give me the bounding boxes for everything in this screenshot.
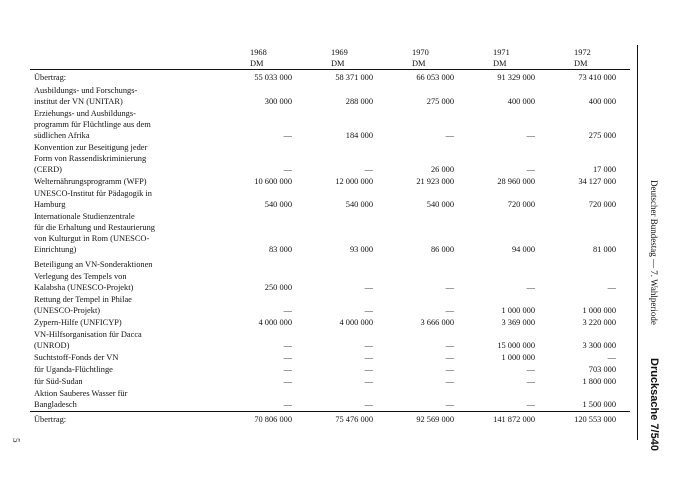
cell-value: 83 000 xyxy=(268,245,292,254)
cell-value: — xyxy=(283,306,292,315)
cell-value: — xyxy=(607,353,616,362)
table-row xyxy=(30,352,630,364)
cell-value: — xyxy=(445,377,454,386)
cell-value: — xyxy=(364,353,373,362)
cell-value: — xyxy=(364,341,373,350)
cell-value: 141 872 000 xyxy=(468,412,549,426)
year-header: 1970 DM xyxy=(412,48,429,68)
table-row xyxy=(30,256,630,271)
table-row xyxy=(30,271,630,294)
cell-value: 120 553 000 xyxy=(549,412,630,426)
cell-value: 540 000 xyxy=(426,200,454,209)
cell-value: 92 569 000 xyxy=(387,412,468,426)
cell-value: 250 000 xyxy=(264,283,292,292)
cell-value: — xyxy=(283,131,292,140)
cell-value: 1 800 000 xyxy=(582,377,616,386)
cell-value: 55 033 000 xyxy=(225,70,306,86)
cell-value: 94 000 xyxy=(511,245,535,254)
cell-value: 720 000 xyxy=(507,200,535,209)
cell-value: 91 329 000 xyxy=(468,70,549,86)
cell-value: 3 300 000 xyxy=(582,341,616,350)
table-row xyxy=(30,376,630,388)
cell-value: 28 960 000 xyxy=(497,177,535,186)
header-spacer xyxy=(30,45,225,70)
cell-value: — xyxy=(526,165,535,174)
cell-value: — xyxy=(283,165,292,174)
row-label: Suchtstoff-Fonds der VN xyxy=(34,353,119,362)
cell-value: — xyxy=(526,377,535,386)
row-label: Erziehungs- und Ausbildungs- programm für Flüchtlinge aus dem südlichen Afrika xyxy=(34,109,151,140)
cell-value: 275 000 xyxy=(426,97,454,106)
cell-value: — xyxy=(364,165,373,174)
table-row xyxy=(30,364,630,376)
margin-rule xyxy=(637,45,638,440)
cell-value: 73 410 000 xyxy=(549,70,630,86)
cell-value: 3 666 000 xyxy=(420,318,454,327)
row-label: Übertrag: xyxy=(30,412,225,426)
row-label: Übertrag: xyxy=(30,70,225,86)
cell-value: — xyxy=(283,341,292,350)
cell-value: — xyxy=(607,283,616,292)
table-row xyxy=(30,388,630,412)
row-label: Konvention zur Beseitigung jeder Form von Rassendiskriminierung (CERD) xyxy=(34,143,148,174)
cell-value: — xyxy=(364,306,373,315)
cell-value: 81 000 xyxy=(592,245,616,254)
contributions-table xyxy=(30,45,630,425)
cell-value xyxy=(387,256,468,271)
cell-value: 1 000 000 xyxy=(501,306,535,315)
year-header: 1972 DM xyxy=(574,48,591,68)
cell-value: — xyxy=(283,365,292,374)
cell-value xyxy=(225,256,306,271)
cell-value: — xyxy=(445,341,454,350)
cell-value: 75 476 000 xyxy=(306,412,387,426)
cell-value: — xyxy=(445,365,454,374)
table-row xyxy=(30,329,630,352)
table-row xyxy=(30,176,630,188)
cell-value: — xyxy=(526,131,535,140)
cell-value xyxy=(306,256,387,271)
cell-value: — xyxy=(445,131,454,140)
year-header-row xyxy=(30,45,630,70)
document-number: Drucksache 7/540 xyxy=(648,358,660,451)
row-label: Rettung der Tempel in Philae (UNESCO-Projekt) xyxy=(34,295,132,315)
cell-value: — xyxy=(283,377,292,386)
table-row xyxy=(30,108,630,142)
cell-value: 26 000 xyxy=(430,165,454,174)
cell-value: 4 000 000 xyxy=(258,318,292,327)
cell-value: — xyxy=(364,377,373,386)
cell-value: — xyxy=(526,283,535,292)
row-label: Welternährungsprogramm (WFP) xyxy=(34,177,147,186)
cell-value: 1 000 000 xyxy=(582,306,616,315)
cell-value: 93 000 xyxy=(349,245,373,254)
cell-value: 1 500 000 xyxy=(582,400,616,409)
table-row xyxy=(30,142,630,176)
cell-value: 400 000 xyxy=(588,97,616,106)
carry-in-row xyxy=(30,70,630,86)
year-header: 1971 DM xyxy=(493,48,510,68)
table-row xyxy=(30,211,630,256)
cell-value: 400 000 xyxy=(507,97,535,106)
year-header: 1969 DM xyxy=(331,48,348,68)
table-row xyxy=(30,85,630,108)
cell-value: 58 371 000 xyxy=(306,70,387,86)
table-row xyxy=(30,317,630,329)
cell-value: 3 369 000 xyxy=(501,318,535,327)
row-label: Verlegung des Tempels von Kalabsha (UNESCO-Projekt) xyxy=(34,272,134,292)
cell-value xyxy=(549,256,630,271)
row-label: Aktion Sauberes Wasser für Bangladesch xyxy=(34,389,128,409)
cell-value: — xyxy=(445,353,454,362)
cell-value: — xyxy=(283,353,292,362)
row-label: Zypern-Hilfe (UNFICYP) xyxy=(34,318,122,327)
row-label: für Uganda-Flüchtlinge xyxy=(34,365,113,374)
cell-value: 70 806 000 xyxy=(225,412,306,426)
cell-value: 12 000 000 xyxy=(335,177,373,186)
cell-value: 288 000 xyxy=(345,97,373,106)
cell-value: 15 000 000 xyxy=(497,341,535,350)
row-label: VN-Hilfsorganisation für Dacca (UNROD) xyxy=(34,330,142,350)
cell-value: 184 000 xyxy=(345,131,373,140)
cell-value: 703 000 xyxy=(588,365,616,374)
cell-value: 3 220 000 xyxy=(582,318,616,327)
cell-value: 86 000 xyxy=(430,245,454,254)
cell-value: — xyxy=(364,283,373,292)
cell-value xyxy=(468,256,549,271)
cell-value: 540 000 xyxy=(264,200,292,209)
row-label: Internationale Studienzentrale für die Erhaltung und Restaurierung von Kulturgut in Rom (UNESCO- Einrichtung) xyxy=(34,212,155,254)
cell-value: 720 000 xyxy=(588,200,616,209)
cell-value: 10 600 000 xyxy=(254,177,292,186)
cell-value: — xyxy=(283,400,292,409)
cell-value: 300 000 xyxy=(264,97,292,106)
cell-value: — xyxy=(526,365,535,374)
cell-value: 1 000 000 xyxy=(501,353,535,362)
running-header: Deutscher Bundestag — 7. Wahlperiode xyxy=(649,180,659,325)
cell-value: — xyxy=(364,365,373,374)
cell-value: 17 000 xyxy=(592,165,616,174)
cell-value: — xyxy=(526,400,535,409)
cell-value: 540 000 xyxy=(345,200,373,209)
cell-value: 275 000 xyxy=(588,131,616,140)
table-row xyxy=(30,294,630,317)
cell-value: — xyxy=(445,306,454,315)
cell-value: 21 923 000 xyxy=(416,177,454,186)
year-header: 1968 DM xyxy=(250,48,267,68)
cell-value: 4 000 000 xyxy=(339,318,373,327)
cell-value: — xyxy=(445,283,454,292)
page-number: 5 xyxy=(11,438,21,443)
cell-value: — xyxy=(364,400,373,409)
cell-value: — xyxy=(445,400,454,409)
cell-value: 34 127 000 xyxy=(578,177,616,186)
row-label: UNESCO-Institut für Pädagogik in Hamburg xyxy=(34,189,152,209)
row-label: Ausbildungs- und Forschungs- institut der VN (UNITAR) xyxy=(34,86,138,106)
cell-value: 66 053 000 xyxy=(387,70,468,86)
row-label: für Süd-Sudan xyxy=(34,377,83,386)
row-label: Beteiligung an VN-Sonderaktionen xyxy=(34,260,153,269)
table-row xyxy=(30,188,630,211)
carry-out-row xyxy=(30,412,630,426)
